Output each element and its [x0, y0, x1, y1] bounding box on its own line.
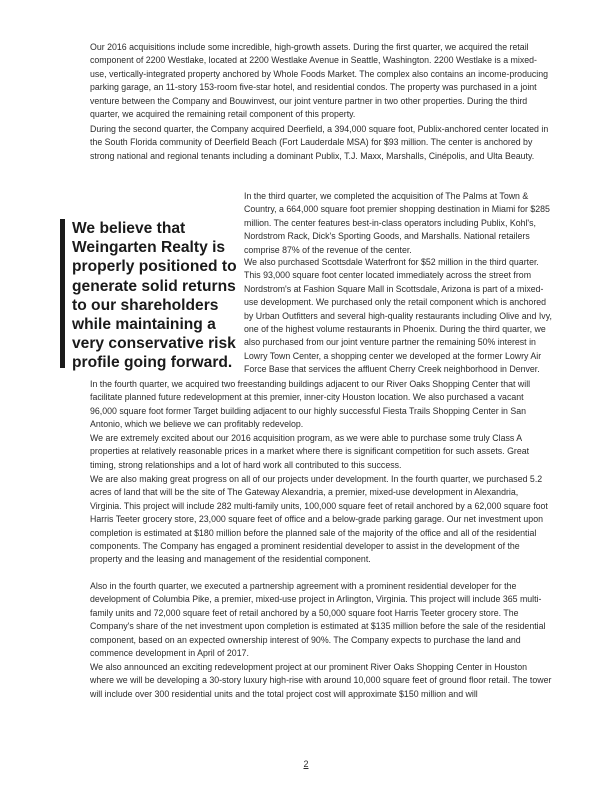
- paragraph-river-oaks-tower: We also announced an exciting redevelopment project at our prominent River Oaks Shopping Center in Houston where we will be developing a 30-story luxury high-rise with around 10,000 square feet of ground floor retail. The tower will include over 300 residential units and the total project cost will approximate $150 million and will: [90, 662, 552, 699]
- paragraph-deerfield: During the second quarter, the Company acquired Deerfield, a 394,000 square foot, Publix-anchored center located in the South Florida community of Deerfield Beach (Fort Lauderdale MSA) for $93 million. The center is anchored by strong national and regional tenants including a dominant Publix, T.J. Maxx, Marshalls, Cinépolis, and Ulta Beauty.: [90, 124, 549, 161]
- paragraph-westlake: Our 2016 acquisitions include some incredible, high-growth assets. During the first quarter, we acquired the retail component of 2200 Westlake, located at 2200 Westlake Avenue in Seattle, Washington. 2200 Westlake is a mixed-use, vertically-integrated property anchored by Whole Foods Market. The complex also contains an income-producing parking garage, an 11-story 153-room five-star hotel, and residential condos. The property was purchased in a joint venture between the Company and Bouwinvest, our joint venture partner in two other properties. During the third quarter, we acquired the remaining retail component of this property.: [90, 42, 548, 120]
- paragraph-columbia-pike: Also in the fourth quarter, we executed a partnership agreement with a prominent residential developer for the development of Columbia Pike, a premier, mixed-use project in Arlington, Virginia. This project will include 365 multi-family units and 72,000 square feet of retail anchored by a 50,000 square foot Harris Teeter grocery store. The Company's share of the net investment upon completion is estimated at $135 million before the sale of the residential component, based on an expected ownership interest of 90%. The Company expects to purchase the land and commence development in April of 2017.: [90, 581, 546, 659]
- paragraph-acquisition-program: We are extremely excited about our 2016 acquisition program, as we were able to purchase some truly Class A properties at relatively reasonable prices in a market where there is significant competition for such assets. Great timing, strong relationships and a lot of hard work all contributed to this success.: [90, 433, 530, 470]
- page-number: 2: [303, 759, 309, 769]
- pull-quote: We believe that Weingarten Realty is properly positioned to generate solid returns to our shareholders while maintaining a very conservative risk profile going forward.: [72, 220, 237, 372]
- paragraph-scottsdale: We also purchased Scottsdale Waterfront for $52 million in the third quarter. This 93,000 square foot center located immediately across the street from Nordstrom's at Fashion Square Mall in Scottsdale, Arizona is part of a mixed-use development. We purchased only the retail component which is anchored by Urban Outfitters and several high-quality restaurants including Olive and Ivy, one of the highest volume restaurants in Phoenix. During the third quarter, we also purchased from our joint venture partner the remaining 50% interest in Lowry Town Center, a shopping center we developed at the former Lowry Air Force Base that services the affluent Cherry Creek neighborhood in Denver.: [244, 257, 552, 375]
- paragraph-river-oaks: In the fourth quarter, we acquired two freestanding buildings adjacent to our River Oaks Shopping Center that will facilitate planned future redevelopment at this premier, inner-city Houston location. We also purchased a vacant 96,000 square foot former Target building adjacent to our highly successful Fiesta Trails Shopping Center in San Antonio, which we believe we can profitably redevelop.: [90, 379, 531, 430]
- paragraph-palms: In the third quarter, we completed the acquisition of The Palms at Town & Country, a 664,000 square foot premier shopping destination in Miami for $285 million. The center features best-in-class operators including Publix, Kohl's, Nordstrom Rack, Dick's Sporting Goods, and Marshalls. National retailers comprise 87% of the revenue of the center.: [244, 191, 550, 255]
- pull-quote-bar: [60, 219, 65, 368]
- paragraph-gateway-alexandria: We are also making great progress on all of our projects under development. In the fourth quarter, we purchased 5.2 acres of land that will be the site of The Gateway Alexandria, a premier, mixed-use development in Alexandria, Virginia. This project will include 282 multi-family units, 100,000 square feet of retail anchored by a 62,000 square foot Harris Teeter grocery store, 23,000 square feet of office and a below-grade parking garage. Our net investment upon completion is estimated at $180 million before the planned sale of the majority of the office and all of the residential components. The Company has engaged a prominent residential developer to assist in the development of the property and the leasing and management of the residential component.: [90, 474, 548, 565]
